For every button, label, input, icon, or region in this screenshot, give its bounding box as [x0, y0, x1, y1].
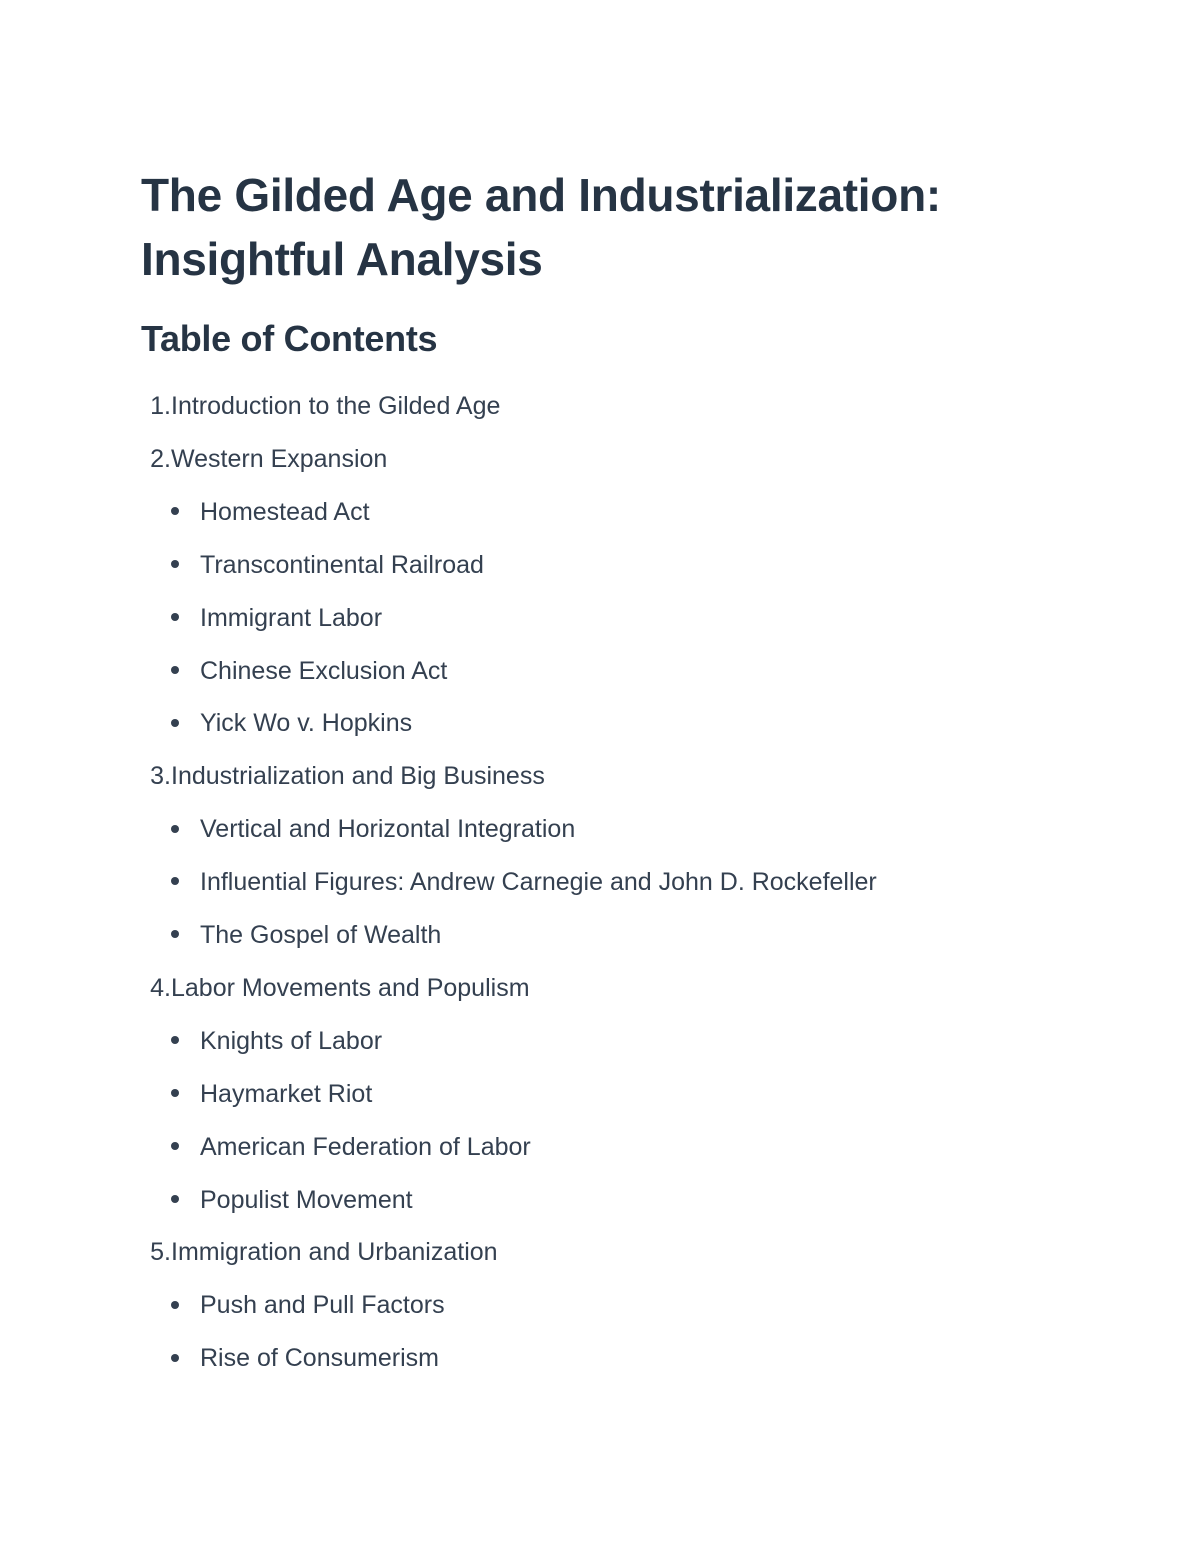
bullet-icon	[171, 1036, 179, 1044]
toc-subitem-label: Chinese Exclusion Act	[200, 656, 448, 685]
toc-item-number: 5.	[150, 1238, 171, 1267]
toc-item-label: Introduction to the Gilded Age	[171, 392, 501, 420]
toc-item[interactable]	[141, 444, 387, 474]
toc-item-number: 3.	[150, 762, 171, 791]
toc-subitem-label: Haymarket Riot	[200, 1079, 373, 1108]
bullet-icon	[171, 719, 179, 727]
toc-subitem-label: The Gospel of Wealth	[200, 921, 442, 949]
bullet-icon	[171, 877, 179, 885]
toc-subitem-label: Yick Wo v. Hopkins	[200, 709, 413, 738]
toc-subitem[interactable]	[171, 1343, 439, 1373]
toc-subitem-label: Transcontinental Railroad	[200, 550, 484, 579]
toc-subitem-label: Homestead Act	[200, 497, 370, 526]
bullet-icon	[171, 930, 179, 938]
toc-item-label: Industrialization and Big Business	[171, 762, 545, 791]
toc-subitem[interactable]	[171, 656, 447, 686]
toc-subitem-label: Immigrant Labor	[200, 603, 383, 632]
bullet-icon	[171, 507, 179, 515]
toc-subitem[interactable]	[171, 1290, 445, 1320]
toc-subitem[interactable]	[171, 1079, 372, 1109]
toc-subitem[interactable]	[171, 814, 575, 844]
toc-item-label: Western Expansion	[171, 444, 388, 473]
toc-subitem-label: American Federation of Labor	[200, 1132, 531, 1161]
toc-item[interactable]	[141, 1237, 498, 1267]
toc-subitem-label: Push and Pull Factors	[200, 1291, 445, 1320]
toc-item-label: Immigration and Urbanization	[171, 1238, 498, 1267]
toc-item[interactable]	[141, 761, 545, 791]
document-title-line-2: Insightful Analysis	[141, 233, 543, 285]
toc-subitem[interactable]	[171, 920, 441, 950]
toc-subitem[interactable]	[171, 867, 877, 897]
bullet-icon	[171, 1142, 179, 1150]
bullet-icon	[171, 560, 179, 568]
toc-subitem[interactable]	[171, 1185, 413, 1215]
toc-subitem-label: Populist Movement	[200, 1185, 413, 1214]
bullet-icon	[171, 1089, 179, 1097]
toc-item-number: 4.	[150, 973, 171, 1002]
toc-subitem[interactable]	[171, 497, 370, 527]
toc-subitem[interactable]	[171, 550, 484, 580]
bullet-icon	[171, 666, 179, 674]
toc-item-label: Labor Movements and Populism	[171, 973, 530, 1002]
bullet-icon	[171, 1195, 179, 1203]
toc-item-number: 1.	[150, 392, 171, 420]
toc-item-number: 2.	[150, 444, 171, 473]
document-title-line-1: The Gilded Age and Industrialization:	[141, 169, 941, 221]
bullet-icon	[171, 1301, 179, 1309]
toc-heading: Table of Contents	[141, 318, 438, 359]
toc-item[interactable]	[141, 391, 500, 421]
document-title	[141, 163, 941, 291]
toc-subitem-label: Rise of Consumerism	[200, 1344, 439, 1373]
toc-subitem[interactable]	[171, 1132, 531, 1162]
toc-subitem[interactable]	[171, 708, 412, 738]
bullet-icon	[171, 825, 179, 833]
toc-subitem[interactable]	[171, 1026, 382, 1056]
toc-item[interactable]	[141, 973, 530, 1003]
toc-subitem-label: Knights of Labor	[200, 1026, 383, 1055]
bullet-icon	[171, 1354, 179, 1362]
bullet-icon	[171, 613, 179, 621]
toc-subitem-label: Influential Figures: Andrew Carnegie and John D. Rockefeller	[200, 868, 877, 897]
toc-subitem-label: Vertical and Horizontal Integration	[200, 815, 576, 844]
toc-subitem[interactable]	[171, 603, 382, 633]
